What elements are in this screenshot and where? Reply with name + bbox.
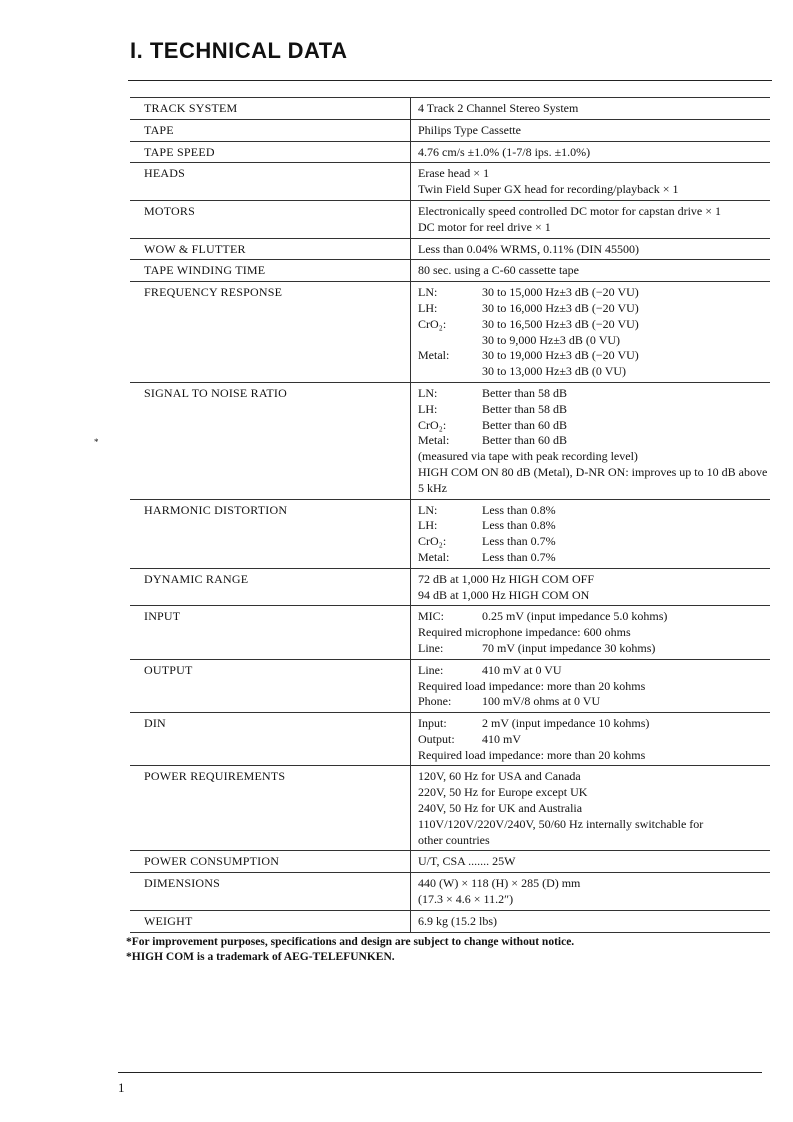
spec-value-text: Less than 0.7% [482, 534, 556, 549]
spec-label: TAPE WINDING TIME [130, 260, 411, 282]
spec-value-key: LN: [418, 285, 438, 300]
spec-table [130, 97, 770, 933]
spec-value-line [418, 732, 770, 748]
spec-value-text: other countries [418, 832, 490, 847]
spec-value-text: Required load impedance: more than 20 kohms [418, 678, 646, 693]
spec-value [411, 119, 771, 141]
spec-label: HARMONIC DISTORTION [130, 499, 411, 568]
spec-value-line [418, 641, 770, 657]
spec-value-key: LN: [418, 502, 438, 517]
spec-value-key: Phone: [418, 694, 452, 709]
footnotes [126, 935, 574, 965]
spec-value [411, 851, 771, 873]
spec-label: WEIGHT [130, 910, 411, 932]
spec-value-line [418, 182, 770, 198]
spec-row [130, 382, 770, 499]
spec-label: WOW & FLUTTER [130, 238, 411, 260]
spec-value-line [418, 145, 770, 161]
spec-row [130, 282, 770, 383]
spec-row [130, 766, 770, 851]
spec-value-text: Less than 0.8% [482, 518, 556, 533]
page-number: 1 [118, 1080, 125, 1095]
spec-value-text: Required load impedance: more than 20 kohms [418, 747, 646, 762]
spec-value-text: Less than 0.04% WRMS, 0.11% (DIN 45500) [418, 241, 639, 256]
spec-value [411, 238, 771, 260]
spec-value-text: 30 to 16,500 Hz±3 dB (−20 VU) [482, 316, 639, 331]
spec-value-key: Metal: [418, 549, 450, 564]
spec-value-text: 2 mV (input impedance 10 kohms) [482, 716, 650, 731]
spec-value-text: Twin Field Super GX head for recording/playback × 1 [418, 182, 679, 197]
spec-row [130, 119, 770, 141]
spec-value [411, 659, 771, 712]
spec-value-key: LH: [418, 401, 438, 416]
spec-label: POWER REQUIREMENTS [130, 766, 411, 851]
spec-value-line [418, 101, 770, 117]
spec-value [411, 282, 771, 383]
spec-value-line [418, 220, 770, 236]
spec-value-line [418, 333, 770, 349]
spec-value-text: 94 dB at 1,000 Hz HIGH COM ON [418, 587, 590, 602]
spec-label: TAPE [130, 119, 411, 141]
spec-value [411, 163, 771, 201]
spec-label: HEADS [130, 163, 411, 201]
spec-value-text: Better than 60 dB [482, 433, 567, 448]
spec-row [130, 499, 770, 568]
spec-label: DIMENSIONS [130, 873, 411, 911]
page-title: I. TECHNICAL DATA [130, 38, 348, 63]
spec-value-line [418, 892, 770, 908]
spec-value-text: 4 Track 2 Channel Stereo System [418, 101, 579, 115]
spec-value-text: 30 to 16,000 Hz±3 dB (−20 VU) [482, 300, 639, 315]
spec-value-line [418, 716, 770, 732]
spec-value-line [418, 801, 770, 817]
spec-value-line [418, 833, 770, 849]
spec-value-key: Input: [418, 716, 447, 731]
spec-value-text: Required microphone impedance: 600 ohms [418, 625, 631, 640]
spec-value-key: Metal: [418, 348, 450, 363]
spec-value-text: 220V, 50 Hz for Europe except UK [418, 785, 588, 800]
spec-value [411, 499, 771, 568]
spec-value-key: CrO₂: [418, 534, 447, 549]
spec-value-text: Electronically speed controlled DC motor for capstan drive × 1 [418, 203, 722, 218]
spec-value-line [418, 817, 770, 833]
spec-value [411, 382, 771, 499]
spec-value-text: 120V, 60 Hz for USA and Canada [418, 769, 581, 784]
spec-value-text: HIGH COM ON 80 dB (Metal), D-NR ON: improves up to 10 dB above 5 kHz [418, 464, 768, 495]
spec-value-key: Output: [418, 731, 455, 746]
spec-value-key: Line: [418, 640, 444, 655]
spec-value-text: Less than 0.7% [482, 549, 556, 564]
spec-row [130, 659, 770, 712]
spec-value-text: 410 mV [482, 731, 521, 746]
spec-value-text: 30 to 15,000 Hz±3 dB (−20 VU) [482, 285, 639, 300]
spec-value-line [418, 769, 770, 785]
spec-value [411, 141, 771, 163]
spec-value-text: 30 to 9,000 Hz±3 dB (0 VU) [482, 332, 621, 347]
footer-divider [118, 1072, 762, 1073]
footnote-improvement: *For improvement purposes, specifications and design are subject to change without notice. [126, 936, 575, 948]
spec-label: TAPE SPEED [130, 141, 411, 163]
spec-value-line [418, 242, 770, 258]
spec-value-key: CrO₂: [418, 316, 447, 331]
spec-value-line [418, 609, 770, 625]
spec-value-line [418, 534, 770, 550]
spec-value-line [418, 166, 770, 182]
spec-value-line [418, 449, 770, 465]
spec-row [130, 238, 770, 260]
spec-label: MOTORS [130, 200, 411, 238]
spec-value-text: Better than 58 dB [482, 385, 567, 400]
spec-value [411, 766, 771, 851]
spec-value-text: 6.9 kg (15.2 lbs) [418, 913, 497, 928]
spec-value-line [418, 386, 770, 402]
spec-label: TRACK SYSTEM [130, 98, 411, 120]
spec-value [411, 606, 771, 659]
spec-value-line [418, 123, 770, 139]
spec-value-text: 30 to 19,000 Hz±3 dB (−20 VU) [482, 348, 639, 363]
spec-row [130, 873, 770, 911]
spec-value [411, 713, 771, 766]
spec-value [411, 98, 771, 120]
spec-label: INPUT [130, 606, 411, 659]
spec-row [130, 713, 770, 766]
spec-value-text: 240V, 50 Hz for UK and Australia [418, 801, 583, 816]
spec-value-key: MIC: [418, 609, 445, 624]
spec-label: DYNAMIC RANGE [130, 568, 411, 606]
spec-label: POWER CONSUMPTION [130, 851, 411, 873]
spec-value-text: 100 mV/8 ohms at 0 VU [482, 694, 601, 709]
footnote-trademark: *HIGH COM is a trademark of AEG-TELEFUNKEN. [126, 951, 395, 963]
spec-value-line [418, 550, 770, 566]
spec-value-key: Line: [418, 662, 444, 677]
spec-value-text: 4.76 cm/s ±1.0% (1-7/8 ips. ±1.0%) [418, 144, 591, 159]
spec-value-text: Better than 58 dB [482, 401, 567, 416]
spec-value-text: 80 sec. using a C-60 cassette tape [418, 263, 579, 278]
spec-value-text: 410 mV at 0 VU [482, 662, 562, 677]
spec-value-text: 110V/120V/220V/240V, 50/60 Hz internally switchable for [418, 816, 704, 831]
spec-value-line [418, 301, 770, 317]
spec-value-line [418, 204, 770, 220]
spec-label: SIGNAL TO NOISE RATIO [130, 382, 411, 499]
spec-value-key: Metal: [418, 433, 450, 448]
spec-value-line [418, 348, 770, 364]
spec-value-text: (17.3 × 4.6 × 11.2″) [418, 892, 514, 907]
spec-value-line [418, 663, 770, 679]
spec-row [130, 260, 770, 282]
spec-row [130, 200, 770, 238]
spec-value-text: Less than 0.8% [482, 502, 556, 517]
spec-value-key: LH: [418, 518, 438, 533]
spec-value-line [418, 433, 770, 449]
spec-value-line [418, 588, 770, 604]
spec-value-line [418, 263, 770, 279]
spec-value-text: 440 (W) × 118 (H) × 285 (D) mm [418, 876, 581, 891]
spec-row [130, 568, 770, 606]
spec-row [130, 98, 770, 120]
spec-value-text: DC motor for reel drive × 1 [418, 219, 551, 234]
spec-value [411, 200, 771, 238]
spec-row [130, 910, 770, 932]
spec-row [130, 163, 770, 201]
spec-value-line [418, 785, 770, 801]
spec-value-line [418, 285, 770, 301]
spec-row [130, 606, 770, 659]
spec-value-text: Better than 60 dB [482, 417, 567, 432]
spec-value-line [418, 679, 770, 695]
spec-value-key: LH: [418, 300, 438, 315]
spec-value [411, 568, 771, 606]
spec-value-line [418, 694, 770, 710]
title-divider [128, 80, 772, 81]
spec-value-line [418, 317, 770, 333]
spec-value [411, 260, 771, 282]
spec-value-line [418, 854, 770, 870]
spec-label: DIN [130, 713, 411, 766]
spec-value-text: 70 mV (input impedance 30 kohms) [482, 640, 656, 655]
spec-value-line [418, 418, 770, 434]
spec-value-text: Philips Type Cassette [418, 122, 521, 137]
spec-value-text: 30 to 13,000 Hz±3 dB (0 VU) [482, 364, 627, 379]
spec-row [130, 851, 770, 873]
spec-value-text: U/T, CSA ....... 25W [418, 854, 516, 869]
spec-label: OUTPUT [130, 659, 411, 712]
spec-label: FREQUENCY RESPONSE [130, 282, 411, 383]
spec-value [411, 910, 771, 932]
spec-row [130, 141, 770, 163]
spec-value [411, 873, 771, 911]
spec-value-text: (measured via tape with peak recording level) [418, 449, 638, 464]
spec-value-key: LN: [418, 385, 438, 400]
spec-table-body [130, 98, 770, 933]
spec-value-line [418, 364, 770, 380]
spec-value-line [418, 876, 770, 892]
spec-value-text: 72 dB at 1,000 Hz HIGH COM OFF [418, 571, 595, 586]
spec-value-line [418, 402, 770, 418]
spec-value-text: 0.25 mV (input impedance 5.0 kohms) [482, 609, 668, 624]
spec-value-line [418, 625, 770, 641]
margin-mark: * [94, 437, 99, 447]
spec-value-key: CrO₂: [418, 417, 447, 432]
spec-value-line [418, 748, 770, 764]
spec-value-line [418, 465, 770, 497]
spec-value-line [418, 572, 770, 588]
spec-value-line [418, 914, 770, 930]
spec-value-text: Erase head × 1 [418, 166, 490, 181]
spec-value-line [418, 518, 770, 534]
spec-value-line [418, 503, 770, 519]
